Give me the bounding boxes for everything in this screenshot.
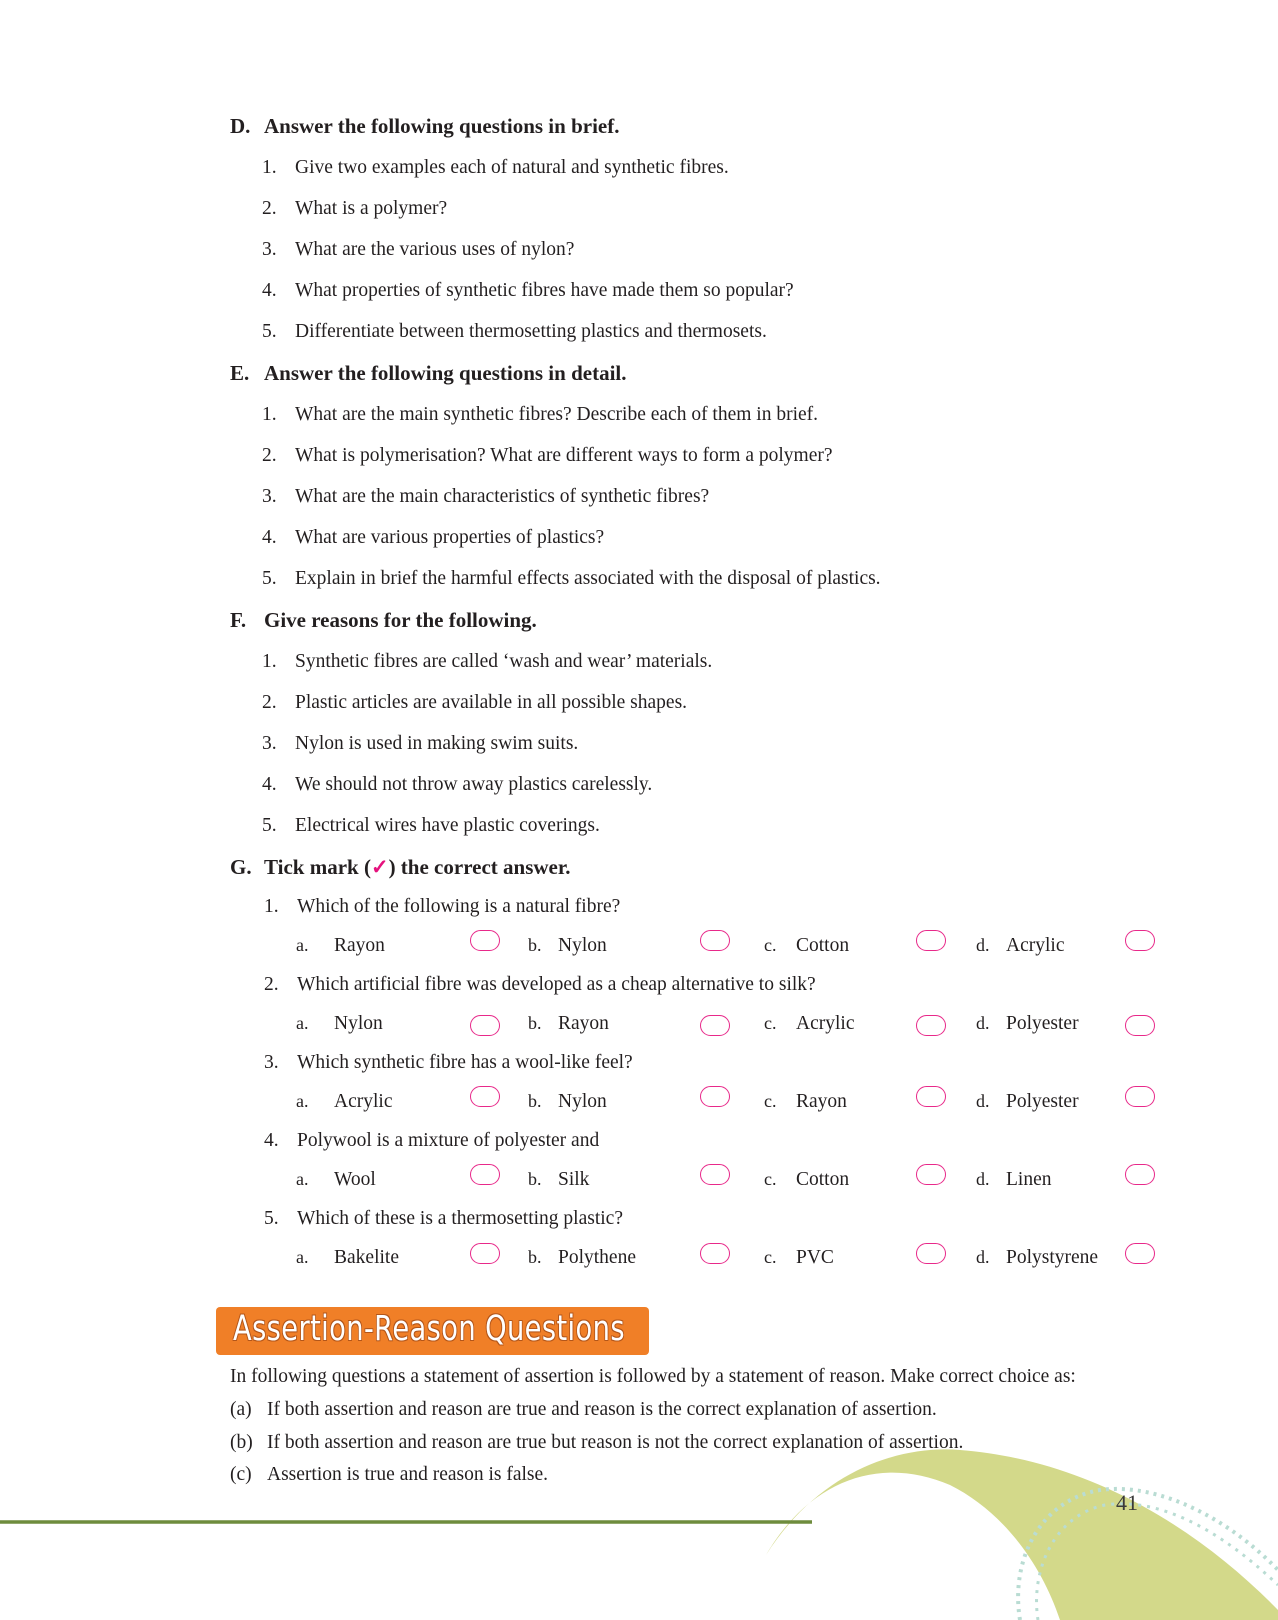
item-text: Polywool is a mixture of polyester and <box>297 1130 600 1151</box>
choice-text: Assertion is true and reason is false. <box>267 1464 549 1485</box>
option-letter: d. <box>976 1247 990 1267</box>
option-text: Cotton <box>796 935 850 956</box>
section-letter: E. <box>230 361 250 385</box>
option-label <box>976 935 1064 957</box>
option-label <box>764 935 849 957</box>
option-letter: c. <box>764 1247 777 1267</box>
item-number: 4. <box>262 527 277 548</box>
answer-checkbox[interactable] <box>470 930 500 951</box>
option-letter: a. <box>296 1013 309 1033</box>
option-text: Polyester <box>1006 1013 1079 1034</box>
item-number: 1. <box>262 157 277 178</box>
option-text: Wool <box>334 1169 376 1190</box>
item-text: Which synthetic fibre has a wool-like feel? <box>297 1052 633 1073</box>
choice-text: If both assertion and reason are true but reason is not the correct explanation of assertion. <box>267 1432 964 1453</box>
option-label <box>528 1169 589 1191</box>
answer-checkbox[interactable] <box>700 1015 730 1036</box>
option-label <box>764 1091 847 1113</box>
option-label <box>296 935 385 957</box>
answer-checkbox[interactable] <box>470 1086 500 1107</box>
item-number: 4. <box>262 774 277 795</box>
option-letter: c. <box>764 1169 777 1189</box>
answer-checkbox[interactable] <box>700 1164 730 1185</box>
section-f-title <box>230 608 537 633</box>
section-letter: G. <box>230 855 252 879</box>
option-label <box>528 1091 607 1113</box>
list-item <box>262 733 578 755</box>
item-number: 2. <box>264 974 279 995</box>
item-number: 2. <box>262 445 277 466</box>
section-letter: D. <box>230 114 251 138</box>
item-text: Explain in brief the harmful effects associated with the disposal of plastics. <box>295 568 881 589</box>
option-text: Cotton <box>796 1169 850 1190</box>
item-number: 2. <box>262 692 277 713</box>
answer-checkbox[interactable] <box>700 930 730 951</box>
option-label <box>764 1247 834 1269</box>
choice-label: (b) <box>230 1432 253 1453</box>
list-item <box>262 404 818 426</box>
option-letter: d. <box>976 935 990 955</box>
assertion-choice <box>230 1432 963 1454</box>
assertion-choice <box>230 1399 937 1421</box>
item-text: What are the main synthetic fibres? Describe each of them in brief. <box>295 404 819 425</box>
item-number: 3. <box>264 1052 279 1073</box>
assertion-reason-banner <box>216 1307 649 1355</box>
option-text: PVC <box>796 1247 834 1268</box>
tick-mark-icon: ✓ <box>370 855 389 879</box>
assertion-reason-heading: Assertion-Reason Questions <box>233 1309 625 1349</box>
item-number: 5. <box>262 568 277 589</box>
item-number: 3. <box>262 486 277 507</box>
option-letter: b. <box>528 935 542 955</box>
choice-label: (a) <box>230 1399 252 1420</box>
option-text: Silk <box>558 1169 590 1190</box>
option-letter: a. <box>296 1247 309 1267</box>
item-text: Electrical wires have plastic coverings. <box>295 815 600 836</box>
option-text: Rayon <box>796 1091 847 1112</box>
option-label <box>296 1169 376 1191</box>
list-item <box>262 280 794 302</box>
option-letter: c. <box>764 935 777 955</box>
option-letter: b. <box>528 1169 542 1189</box>
choice-text: If both assertion and reason are true and reason is the correct explanation of assertion. <box>267 1399 937 1420</box>
section-heading: Answer the following questions in detail. <box>264 361 627 385</box>
option-text: Polyester <box>1006 1091 1079 1112</box>
section-heading-post: ) the correct answer. <box>388 855 571 879</box>
item-text: Differentiate between thermosetting plastics and thermosets. <box>295 321 767 342</box>
answer-checkbox[interactable] <box>916 1164 946 1185</box>
item-text: Synthetic fibres are called ‘wash and wear’ materials. <box>295 651 713 672</box>
list-item <box>262 692 687 714</box>
option-letter: a. <box>296 935 309 955</box>
list-item <box>262 486 709 508</box>
item-number: 4. <box>264 1130 279 1151</box>
page-number: 41 <box>1116 1490 1138 1515</box>
list-item <box>262 321 767 343</box>
list-item <box>262 774 652 796</box>
list-item <box>262 568 881 590</box>
assertion-choice <box>230 1464 548 1486</box>
option-letter: b. <box>528 1013 542 1033</box>
answer-checkbox[interactable] <box>700 1243 730 1264</box>
option-label <box>528 935 607 957</box>
assertion-reason-intro <box>230 1366 1076 1388</box>
answer-checkbox[interactable] <box>470 1015 500 1036</box>
answer-checkbox[interactable] <box>916 1015 946 1036</box>
answer-checkbox[interactable] <box>470 1243 500 1264</box>
option-label <box>528 1013 609 1035</box>
section-heading-pre: Tick mark ( <box>264 855 371 879</box>
item-text: Nylon is used in making swim suits. <box>295 733 579 754</box>
answer-checkbox[interactable] <box>470 1164 500 1185</box>
list-item <box>262 651 712 673</box>
choice-label: (c) <box>230 1464 252 1485</box>
option-text: Nylon <box>334 1013 383 1034</box>
section-g-title <box>230 855 571 880</box>
option-text: Polystyrene <box>1006 1247 1099 1268</box>
item-number: 3. <box>262 733 277 754</box>
section-d-title <box>230 114 619 139</box>
answer-checkbox[interactable] <box>1125 1086 1155 1107</box>
option-text: Acrylic <box>334 1091 393 1112</box>
item-text: What properties of synthetic fibres have made them so popular? <box>295 280 794 301</box>
mcq-question <box>264 1208 623 1230</box>
section-e-title <box>230 361 627 386</box>
option-label <box>764 1169 849 1191</box>
option-letter: a. <box>296 1091 309 1111</box>
answer-checkbox[interactable] <box>1125 1015 1155 1036</box>
item-number: 1. <box>262 404 277 425</box>
item-text: What are the main characteristics of synthetic fibres? <box>295 486 710 507</box>
option-text: Nylon <box>558 935 607 956</box>
option-label <box>296 1247 399 1269</box>
item-text: Give two examples each of natural and synthetic fibres. <box>295 157 729 178</box>
option-label <box>296 1013 383 1035</box>
item-number: 1. <box>262 651 277 672</box>
option-text: Linen <box>1006 1169 1052 1190</box>
answer-checkbox[interactable] <box>1125 930 1155 951</box>
option-letter: a. <box>296 1169 309 1189</box>
option-letter: d. <box>976 1091 990 1111</box>
option-label <box>528 1247 636 1269</box>
item-number: 5. <box>262 321 277 342</box>
option-text: Bakelite <box>334 1247 399 1268</box>
item-text: What is a polymer? <box>295 198 448 219</box>
answer-checkbox[interactable] <box>700 1086 730 1107</box>
answer-checkbox[interactable] <box>1125 1164 1155 1185</box>
option-label <box>976 1013 1079 1035</box>
option-label <box>976 1247 1098 1269</box>
item-number: 5. <box>262 815 277 836</box>
list-item <box>262 815 600 837</box>
mcq-question <box>264 974 816 996</box>
item-text: We should not throw away plastics carelessly. <box>295 774 653 795</box>
item-text: Plastic articles are available in all possible shapes. <box>295 692 688 713</box>
answer-checkbox[interactable] <box>916 930 946 951</box>
option-label <box>976 1091 1079 1113</box>
option-label <box>296 1091 392 1113</box>
item-number: 5. <box>264 1208 279 1229</box>
option-text: Acrylic <box>796 1013 855 1034</box>
list-item <box>262 527 604 549</box>
option-text: Acrylic <box>1006 935 1065 956</box>
mcq-question <box>264 896 620 918</box>
item-number: 4. <box>262 280 277 301</box>
intro-text: In following questions a statement of assertion is followed by a statement of reason. Make correct choice as: <box>230 1366 1076 1387</box>
section-letter: F. <box>230 608 247 632</box>
section-heading: Give reasons for the following. <box>264 608 537 632</box>
option-letter: c. <box>764 1013 777 1033</box>
list-item <box>262 198 447 220</box>
item-text: What are various properties of plastics? <box>295 527 605 548</box>
answer-checkbox[interactable] <box>916 1243 946 1264</box>
answer-checkbox[interactable] <box>1125 1243 1155 1264</box>
section-heading: Answer the following questions in brief. <box>264 114 620 138</box>
item-text: Which of the following is a natural fibre? <box>297 896 621 917</box>
option-text: Polythene <box>558 1247 636 1268</box>
mcq-question <box>264 1052 633 1074</box>
answer-checkbox[interactable] <box>916 1086 946 1107</box>
list-item <box>262 239 574 261</box>
list-item <box>262 157 729 179</box>
option-letter: b. <box>528 1091 542 1111</box>
option-letter: d. <box>976 1013 990 1033</box>
list-item <box>262 445 833 467</box>
item-text: Which artificial fibre was developed as a cheap alternative to silk? <box>297 974 816 995</box>
option-text: Nylon <box>558 1091 607 1112</box>
mcq-question <box>264 1130 599 1152</box>
item-text: Which of these is a thermosetting plastic? <box>297 1208 623 1229</box>
item-text: What are the various uses of nylon? <box>295 239 575 260</box>
item-text: What is polymerisation? What are different ways to form a polymer? <box>295 445 833 466</box>
option-label <box>976 1169 1051 1191</box>
option-letter: c. <box>764 1091 777 1111</box>
item-number: 1. <box>264 896 279 917</box>
item-number: 2. <box>262 198 277 219</box>
option-text: Rayon <box>334 935 385 956</box>
option-letter: d. <box>976 1169 990 1189</box>
item-number: 3. <box>262 239 277 260</box>
option-label <box>764 1013 854 1035</box>
option-letter: b. <box>528 1247 542 1267</box>
option-text: Rayon <box>558 1013 609 1034</box>
